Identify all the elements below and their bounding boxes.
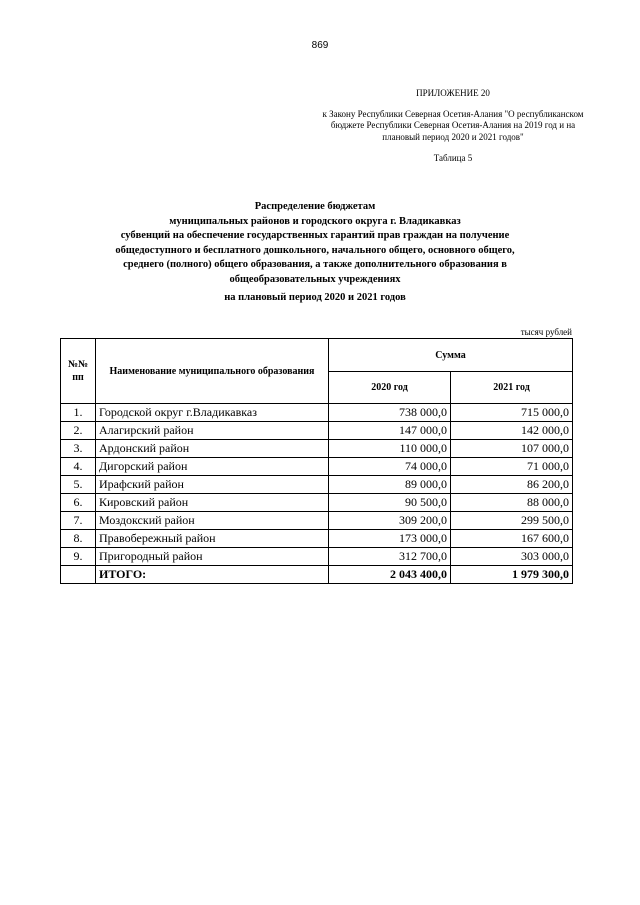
header-year-2021: 2021 год (451, 372, 573, 404)
row-value-2020: 89 000,0 (329, 476, 451, 494)
table-row (61, 530, 573, 548)
row-name: Пригородный район (96, 548, 329, 566)
appendix-reference: к Закону Республики Северная Осетия-Алания "О республиканском бюджете Республики Северная Осетия-Алания на 2019 год и на плановый период 2020 и 2021 годов" (322, 108, 584, 142)
page-number: 869 (311, 40, 329, 51)
heading-line: общедоступного и бесплатного дошкольного, начального общего, основного общего, (115, 244, 515, 256)
total-label: ИТОГО: (96, 566, 329, 584)
table-row (61, 548, 573, 566)
row-number: 8. (61, 530, 96, 548)
row-name: Кировский район (96, 494, 329, 512)
row-value-2020: 74 000,0 (329, 458, 451, 476)
header-sum: Сумма (329, 339, 573, 372)
table-row (61, 422, 573, 440)
appendix-title: ПРИЛОЖЕНИЕ 20 (416, 88, 490, 98)
row-name: Ирафский район (96, 476, 329, 494)
row-name: Моздокский район (96, 512, 329, 530)
row-value-2021: 88 000,0 (451, 494, 573, 512)
row-number: 5. (61, 476, 96, 494)
row-value-2021: 142 000,0 (451, 422, 573, 440)
document-heading (60, 200, 570, 306)
row-number: 4. (61, 458, 96, 476)
row-value-2021: 107 000,0 (451, 440, 573, 458)
heading-line: общеобразовательных учреждениях (229, 273, 401, 285)
row-name: Ардонский район (96, 440, 329, 458)
table-label: Таблица 5 (433, 153, 473, 163)
row-value-2020: 147 000,0 (329, 422, 451, 440)
header-name: Наименование муниципального образования (96, 339, 329, 404)
total-value-2021: 1 979 300,0 (451, 566, 573, 584)
budget-table (60, 338, 573, 584)
heading-line: среднего (полного) общего образования, а также дополнительного образования в (123, 259, 507, 270)
row-value-2021: 86 200,0 (451, 476, 573, 494)
row-number: 7. (61, 512, 96, 530)
row-value-2020: 738 000,0 (329, 404, 451, 422)
row-value-2020: 309 200,0 (329, 512, 451, 530)
heading-line: субвенций на обеспечение государственных гарантий прав граждан на получение (120, 230, 510, 241)
row-value-2021: 715 000,0 (451, 404, 573, 422)
header-year-2020: 2020 год (329, 372, 451, 404)
row-number: 1. (61, 404, 96, 422)
units-label: тысяч рублей (520, 327, 572, 337)
table-row (61, 512, 573, 530)
total-number-cell (61, 566, 96, 584)
row-number: 2. (61, 422, 96, 440)
row-value-2021: 303 000,0 (451, 548, 573, 566)
table-row (61, 458, 573, 476)
row-value-2021: 71 000,0 (451, 458, 573, 476)
row-number: 9. (61, 548, 96, 566)
appendix-block (318, 88, 588, 165)
table-row (61, 494, 573, 512)
heading-period: на плановый период 2020 и 2021 годов (224, 292, 406, 303)
total-row (61, 566, 573, 584)
heading-line: Распределение бюджетам (254, 201, 376, 212)
row-value-2020: 173 000,0 (329, 530, 451, 548)
table-row (61, 404, 573, 422)
table-row (61, 440, 573, 458)
row-value-2021: 167 600,0 (451, 530, 573, 548)
row-name: Городской округ г.Владикавказ (96, 404, 329, 422)
heading-line: муниципальных районов и городского округа г. Владикавказ (169, 215, 461, 227)
row-number: 6. (61, 494, 96, 512)
row-number: 3. (61, 440, 96, 458)
row-value-2020: 90 500,0 (329, 494, 451, 512)
row-value-2021: 299 500,0 (451, 512, 573, 530)
row-name: Правобережный район (96, 530, 329, 548)
total-value-2020: 2 043 400,0 (329, 566, 451, 584)
table-row (61, 476, 573, 494)
header-number: №№ пп (61, 339, 96, 404)
row-value-2020: 110 000,0 (329, 440, 451, 458)
row-value-2020: 312 700,0 (329, 548, 451, 566)
row-name: Дигорский район (96, 458, 329, 476)
row-name: Алагирский район (96, 422, 329, 440)
